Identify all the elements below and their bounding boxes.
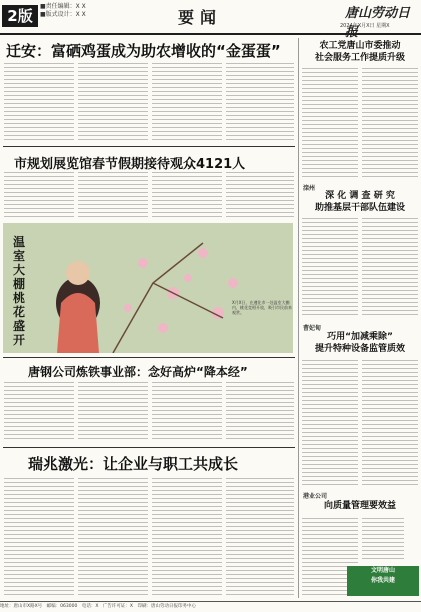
side2-body-col1 [302,218,358,318]
photo-illustration [3,223,293,353]
side4-headline: 向质量管理要效益 [323,501,396,511]
steel-body-col1 [4,382,74,442]
designer-line: ■版式设计：X X [40,11,86,18]
masthead [0,0,421,40]
side3-kicker: 曹妃甸 [303,325,322,332]
exhibition-body-col1 [4,172,74,218]
editor-line: ■责任编辑：X X [40,3,86,10]
side4-body-col2 [362,518,404,562]
ruizhao-body-col3 [152,478,222,596]
steel-body-col2 [78,382,148,442]
ruizhao-body-col4 [226,478,294,596]
ad-line1: 文明唐山 [370,567,395,574]
side3-headline [302,331,418,355]
peach-blossom-photo [3,223,293,353]
civilization-ad [347,566,419,596]
divider [3,357,295,358]
exhibition-headline: 市规划展览馆春节假期接待观众4121人 [14,157,246,172]
photo-caption: X月X日，在遵化市一处温室大棚内，桃花竞相开放，吸引市民前来观赏。 [232,300,292,315]
column-divider [298,38,299,598]
main-body-col4 [226,63,294,143]
divider [3,146,295,147]
main-body-col3 [152,63,222,143]
side1-headline [302,40,418,64]
side3-headline-line2: 提升特种设备监管质效 [314,344,405,354]
divider [3,447,295,448]
section-title: 要闻 [178,8,223,27]
exhibition-body-col2 [78,172,148,218]
main-body-col1 [4,63,74,143]
side2-kicker: 滦州 [303,185,316,192]
side3-body-col2 [362,360,418,485]
steel-body-col4 [226,382,294,442]
steel-body-col3 [152,382,222,442]
main-headline: 迁安：富硒鸡蛋成为助农增收的“金蛋蛋” [6,42,281,60]
steel-headline: 唐钢公司炼铁事业部：念好高炉“降本经” [28,365,248,379]
edition-badge: 2版 [2,5,38,27]
page-footer: 地址：唐山市X路X号 邮编：063000 电话：X 广告许可证：X 印刷：唐山劳动日报印务中心 [0,601,421,612]
edition-info [40,3,86,19]
side3-body-col1 [302,360,358,485]
side2-headline-line2: 助推基层干部队伍建设 [314,203,405,213]
ad-line2: 你我共建 [370,577,395,584]
issue-date: 2024年X月X日 星期X [340,23,390,29]
side1-body-col1 [302,68,358,178]
side2-headline [302,190,418,214]
side1-headline-line1: 农工党唐山市委推动 [319,41,401,51]
side1-headline-line2: 社会服务工作提质升级 [314,53,405,63]
side2-headline-line1: 深 化 调 查 研 究 [325,191,395,201]
side2-body-col2 [362,218,418,318]
exhibition-body-col4 [226,172,294,218]
side4-kicker: 港业公司 [303,493,328,500]
photo-vertical-title: 温室大棚桃花盛开 [12,235,25,347]
side3-headline-line1: 巧用“加减乘除” [327,332,393,342]
side1-body-col2 [362,68,418,178]
newspaper-logo: 唐山劳动日报 [345,6,411,40]
ruizhao-body-col1 [4,478,74,596]
main-body-col2 [78,63,148,143]
exhibition-body-col3 [152,172,222,218]
ruizhao-body-col2 [78,478,148,596]
ruizhao-headline: 瑞兆激光：让企业与职工共成长 [28,455,239,473]
